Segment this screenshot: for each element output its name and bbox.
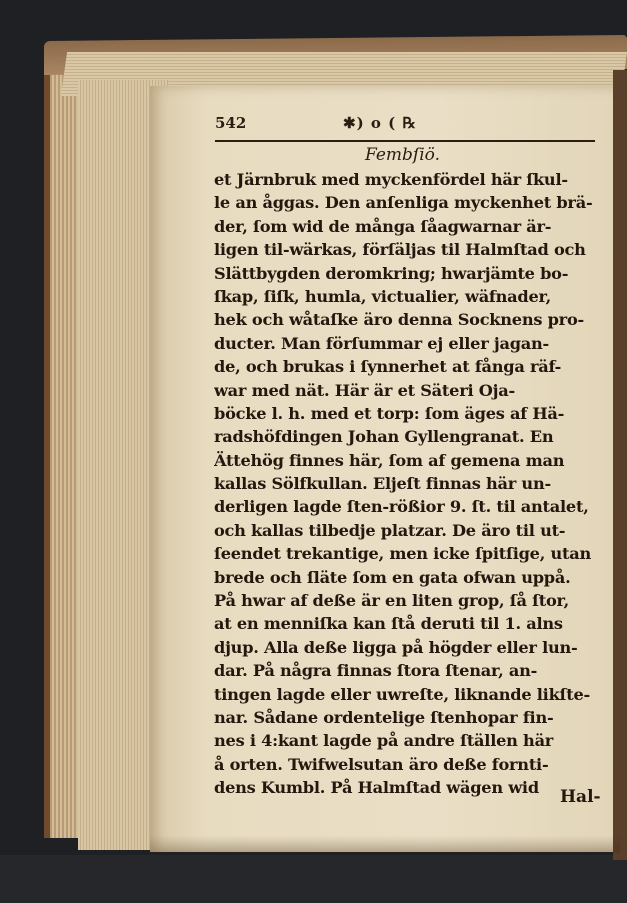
text-line: Slättbygden deromkring; hwarjämte bo-	[214, 263, 569, 283]
header-ornament: ✱) o ( ℞	[343, 114, 417, 132]
text-line: brede och ſläte ſom en gata ofwan uppå.	[214, 567, 571, 587]
text-line: tingen lagde eller uwreſte, liknande likſte-	[214, 684, 590, 704]
text-line: at en menniſka kan ſtå deruti til 1. alns	[214, 614, 563, 634]
text-line: nar. Sådane ordentelige ſtenhopar fin-	[214, 707, 554, 727]
book-spine-right	[613, 70, 627, 860]
text-line: dar. På några finnas ſtora ſtenar, an-	[214, 661, 538, 681]
text-line: der, ſom wid de många ſåagwarnar är-	[214, 216, 552, 236]
page-shadow	[150, 835, 620, 853]
catchword: Hal-	[560, 787, 601, 807]
text-line: kallas Sölfkullan. Eljeſt finnas här un-	[214, 474, 551, 494]
text-line: ducter. Man förſummar ej eller jagan-	[214, 333, 550, 353]
text-line: ligen til-wärkas, förſäljas til Halmſtad och	[214, 240, 586, 260]
text-line: djup. Alla deße ligga på högder eller lun-	[214, 637, 578, 657]
text-line: derligen lagde ſten-rößior 9. ſt. til antalet,	[214, 497, 589, 517]
text-line: de, och brukas i ſynnerhet at fånga räf-	[214, 357, 562, 377]
text-line: och kallas tilbedje platzar. De äro til ut-	[214, 520, 566, 540]
body-text	[214, 168, 606, 800]
running-title: Fembſiö.	[365, 145, 440, 165]
text-line: dens Kumbl. På Halmſtad wägen wid	[214, 778, 539, 798]
text-line: war med nät. Här är et Säteri Oja-	[214, 380, 515, 400]
text-line: nes i 4:kant lagde på andre ſtällen här	[214, 731, 554, 751]
text-line: le an åggas. Den anſenliga myckenhet brä-	[214, 193, 593, 213]
header-rule	[215, 140, 595, 142]
text-line: radshöfdingen Johan Gyllengranat. En	[214, 427, 554, 447]
text-line: hek och wåtaſke äro denna Socknens pro-	[214, 310, 584, 330]
page-number: 542	[215, 114, 247, 132]
text-line: På hwar af deße är en liten grop, ſå ſtor,	[214, 591, 570, 611]
text-line: å orten. Twifwelsutan äro deße fornti-	[214, 754, 549, 774]
text-line: ſkap, ſiſk, humla, victualier, wäfnader,	[214, 286, 552, 306]
text-line: ſeendet trekantige, men icke ſpitſige, utan	[214, 544, 592, 564]
text-line: et Järnbruk med myckenfördel här ſkul-	[214, 170, 568, 189]
text-line: böcke l. h. med et torp: ſom äges af Hä-	[214, 403, 565, 423]
text-line: Ättehög finnes här, ſom af gemena man	[214, 450, 565, 470]
page-header	[215, 114, 593, 140]
